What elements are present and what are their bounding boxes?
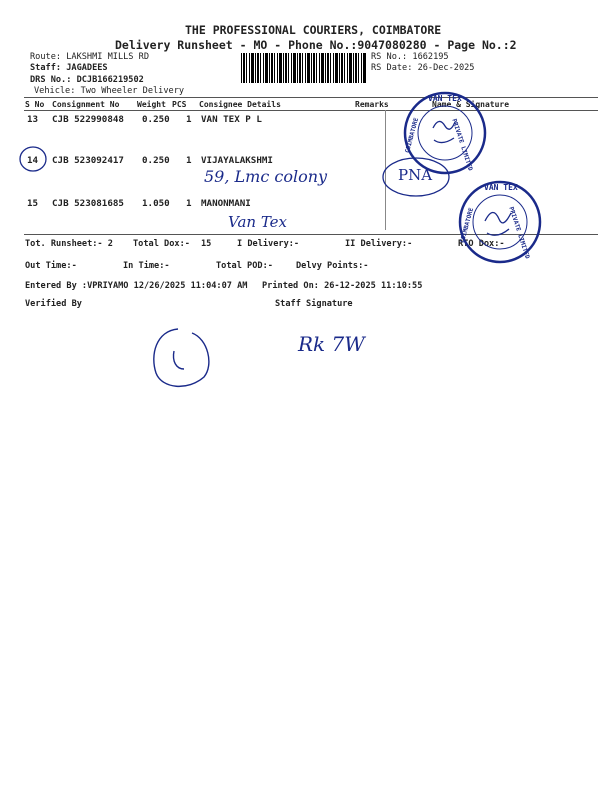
in-time: In Time:- xyxy=(123,261,170,271)
row-13-pcs: 1 xyxy=(186,114,192,125)
table-top-rule xyxy=(24,97,598,98)
total-pod: Total POD:- xyxy=(216,261,273,271)
company-title: THE PROFESSIONAL COURIERS, COIMBATORE xyxy=(185,23,442,37)
stamp-1-right-text: PRIVATE LIMITED xyxy=(450,118,474,172)
verified-by: Verified By xyxy=(25,299,82,309)
row-13-consignee: VAN TEX P L xyxy=(201,114,262,125)
col-header-remarks: Remarks xyxy=(355,100,389,109)
row-14-handwritten-address: 59, Lmc colony xyxy=(204,167,328,186)
staff-signature-label: Staff Signature xyxy=(275,299,353,309)
row-15-weight: 1.050 xyxy=(142,198,170,209)
staff: Staff: JAGADEES xyxy=(30,63,108,73)
row-14-circle-mark xyxy=(17,143,49,175)
row-15-pcs: 1 xyxy=(186,198,192,209)
i-delivery: I Delivery:- xyxy=(237,239,300,249)
drs-number: DRS No.: DCJB166219502 xyxy=(30,75,144,85)
col-header-consignee: Consignee Details xyxy=(199,100,281,109)
entered-by: Entered By :VPRIYAMO 12/26/2025 11:04:07 AM xyxy=(25,281,248,291)
staff-handwritten-signature: Rk 7W xyxy=(298,332,365,356)
row-14-consignment: CJB 523092417 xyxy=(52,155,124,166)
verifier-handwritten-mark xyxy=(148,325,214,393)
row-15-handwritten-name: Van Tex xyxy=(228,213,288,231)
col-header-signature: Name & Signature xyxy=(432,100,510,109)
rto-dox: RTO Dox:- xyxy=(458,239,505,249)
stamp-1-top-text: VAN TEX xyxy=(428,94,462,103)
col-header-weight: Weight xyxy=(137,100,166,109)
row-15-sno: 15 xyxy=(27,198,39,209)
runsheet-subtitle: Delivery Runsheet - MO - Phone No.:9047080280 - Page No.:2 xyxy=(115,38,517,52)
row-14-sno: 14 xyxy=(27,155,39,166)
total-dox-label: Total Dox:- xyxy=(133,239,190,249)
stamp-2-right-text: PRIVATE LIMITED xyxy=(507,206,531,260)
row-14-weight: 0.250 xyxy=(142,155,170,166)
printed-on: Printed On: 26-12-2025 11:10:55 xyxy=(262,281,423,291)
stamp-2-top-text: VAN TEX xyxy=(484,183,518,192)
barcode xyxy=(241,53,367,83)
vehicle: Vehicle: Two Wheeler Delivery xyxy=(34,86,185,96)
row-15-consignment: CJB 523081685 xyxy=(52,198,124,209)
row-13-weight: 0.250 xyxy=(142,114,170,125)
row-13-consignment: CJB 522990848 xyxy=(52,114,124,125)
row-15-consignee: MANONMANI xyxy=(201,198,251,209)
table-header-rule xyxy=(24,110,598,111)
ii-delivery: II Delivery:- xyxy=(345,239,413,249)
rs-number: RS No.: 1662195 xyxy=(371,52,449,62)
total-dox-value: 15 xyxy=(201,239,212,249)
route: Route: LAKSHMI MILLS RD xyxy=(30,52,149,62)
row-14-pcs: 1 xyxy=(186,155,192,166)
stamp-2-left-text: COIMBATORE xyxy=(459,207,476,244)
row-13-sno: 13 xyxy=(27,114,39,125)
delivery-points: Delvy Points:- xyxy=(296,261,369,271)
pna-note: PNA xyxy=(398,166,433,184)
col-header-pcs: PCS xyxy=(172,100,187,109)
row-14-consignee: VIJAYALAKSHMI xyxy=(201,155,273,166)
col-header-sno: S No xyxy=(25,100,45,109)
stamp-1-left-text: COIMBATORE xyxy=(404,117,421,154)
rs-date: RS Date: 26-Dec-2025 xyxy=(371,63,475,73)
tot-runsheet: Tot. Runsheet:- 2 xyxy=(25,239,113,249)
out-time: Out Time:- xyxy=(25,261,77,271)
col-header-consignment: Consignment No xyxy=(52,100,120,109)
